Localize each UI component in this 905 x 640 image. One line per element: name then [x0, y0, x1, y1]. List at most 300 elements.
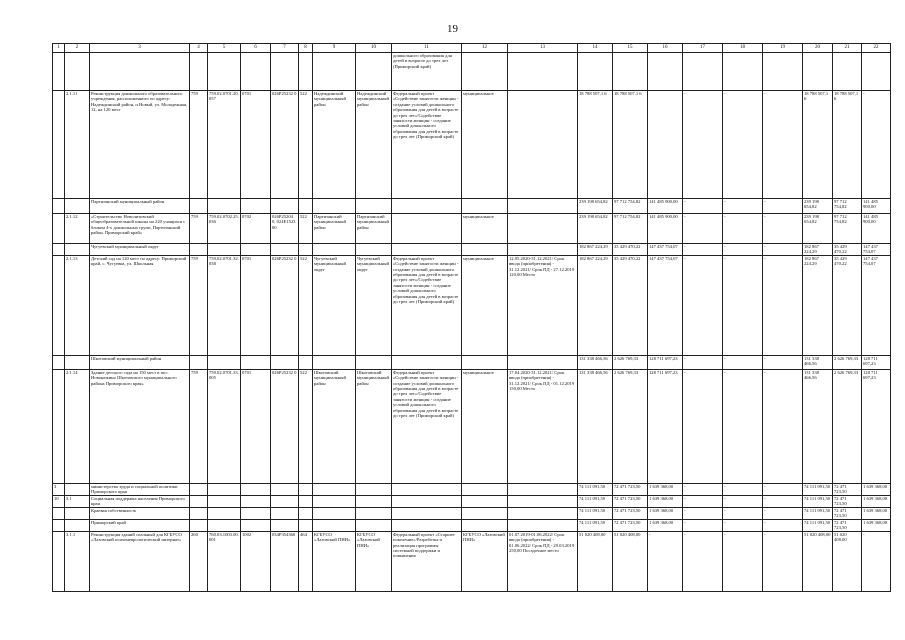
cell-col-2 [65, 507, 90, 519]
cell-col-18: - [723, 531, 763, 591]
cell-col-19: - [763, 495, 803, 507]
cell-col-3: Здание детского сада на 150 мест в пос. Новонежино Шкотовского муниципального района Приморского края» [90, 369, 190, 483]
cell-col-17 [683, 53, 723, 91]
cell-col-5: 759.02.0702.25.036 [208, 214, 241, 244]
cell-col-22: 1 639 368,00 [862, 495, 891, 507]
cell-col-17: - [683, 255, 723, 355]
cell-col-5 [208, 495, 241, 507]
cell-col-20: 239 198 654,82 [803, 199, 833, 214]
cell-col-2: 2.1.14 [65, 369, 90, 483]
cell-col-22: 141 485 900,00 [862, 214, 891, 244]
cell-col-17: - [683, 519, 723, 531]
cell-col-15 [613, 53, 648, 91]
cell-col-2: 3.1 [65, 495, 90, 507]
cell-col-14: 74 111 091,50 [578, 483, 613, 495]
cell-col-14: 131 338 466,56 [578, 355, 613, 369]
cell-col-10 [356, 244, 392, 256]
cell-col-4 [190, 483, 208, 495]
cell-col-2 [65, 199, 90, 214]
cell-col-8 [299, 53, 313, 91]
cell-col-14: 74 111 091,50 [578, 519, 613, 531]
cell-col-15: 97 712 754,82 [613, 214, 648, 244]
cell-col-19: - [763, 519, 803, 531]
cell-col-1 [53, 355, 65, 369]
cell-col-7 [271, 355, 299, 369]
cell-col-6 [241, 519, 271, 531]
cell-col-3 [90, 53, 190, 91]
cell-col-1 [53, 53, 65, 91]
cell-col-6 [241, 355, 271, 369]
cell-col-6: 0701 [241, 91, 271, 199]
cell-col-22: 141 485 900,00 [862, 199, 891, 214]
cell-col-7 [271, 507, 299, 519]
cell-col-15: 72 471 723,50 [613, 483, 648, 495]
cell-col-3: Реконструкция зданий спальный для КГБУСО «Лазовский психоневрологический интернат» [90, 531, 190, 591]
cell-col-6 [241, 495, 271, 507]
cell-col-21: 2 626 769,33 [833, 369, 862, 483]
cell-col-22 [862, 53, 891, 91]
cell-col-11 [392, 199, 462, 214]
table-row [53, 244, 891, 256]
cell-col-15: 72 471 723,50 [613, 519, 648, 531]
cell-col-14: 131 338 466,56 [578, 369, 613, 483]
cell-col-8: 522 [299, 214, 313, 244]
cell-col-22: - [862, 531, 891, 591]
cell-col-12 [462, 519, 508, 531]
cell-col-2 [65, 483, 90, 495]
cell-col-14: 74 111 091,50 [578, 507, 613, 519]
cell-col-7: 026P25232 0 [271, 91, 299, 199]
cell-col-9 [313, 507, 356, 519]
cell-col-5: 759.02.0701.33.005 [208, 369, 241, 483]
cell-col-9 [313, 244, 356, 256]
cell-col-4: 759 [190, 255, 208, 355]
cell-col-19: - [763, 199, 803, 214]
cell-col-12 [462, 355, 508, 369]
cell-col-18: - [723, 199, 763, 214]
table-row [53, 355, 891, 369]
cell-col-22: 1 639 368,00 [862, 483, 891, 495]
cell-col-10 [356, 483, 392, 495]
cell-col-11: Федеральный проект «Содействие занятости женщин - создание условий дошкольного образования для детей в возрасте до трех лет»/Содействие занятости женщин - создание условий дошкольного образования для детей в возрасте до трех лет (Приморский край) [392, 255, 462, 355]
column-number-row [53, 44, 891, 53]
cell-col-9: Чугуевский муниципальный округ [313, 255, 356, 355]
cell-col-13: 12.05.2020-31.12.2021/ Срок ввода (приобретения) - 31.12.2021/ Срок ПД - 27.12.2019 120,00 Место [508, 255, 578, 355]
cell-col-1 [53, 369, 65, 483]
cell-col-21: 72 471 723,50 [833, 483, 862, 495]
cell-col-3: Краевая собственность [90, 507, 190, 519]
cell-col-10 [356, 495, 392, 507]
cell-col-18: - [723, 244, 763, 256]
cell-col-2: 2.1.13 [65, 255, 90, 355]
column-number: 8 [299, 44, 313, 53]
table-row [53, 483, 891, 495]
cell-col-17: - [683, 355, 723, 369]
cell-col-19: - [763, 91, 803, 199]
cell-col-8 [299, 483, 313, 495]
cell-col-17: - [683, 369, 723, 483]
cell-col-7: 034P354360 [271, 531, 299, 591]
cell-col-21: 2 626 769,33 [833, 355, 862, 369]
cell-col-17: - [683, 531, 723, 591]
cell-col-22: 1 639 368,00 [862, 519, 891, 531]
cell-col-6: 0701 [241, 255, 271, 355]
table-row [53, 495, 891, 507]
cell-col-6: 1002 [241, 531, 271, 591]
page-number: 19 [447, 23, 458, 35]
cell-col-22: 128 711 697,23 [862, 355, 891, 369]
cell-col-6 [241, 199, 271, 214]
column-number: 1 [53, 44, 65, 53]
cell-col-7 [271, 53, 299, 91]
cell-col-4: 260 [190, 531, 208, 591]
column-number: 16 [648, 44, 683, 53]
column-number: 14 [578, 44, 613, 53]
cell-col-5 [208, 355, 241, 369]
cell-col-20: 18 788 507,1 6 [803, 91, 833, 199]
cell-col-16: 128 711 697,23 [648, 369, 683, 483]
cell-col-16: 141 485 900,00 [648, 199, 683, 214]
cell-col-14 [578, 53, 613, 91]
cell-col-19: - [763, 255, 803, 355]
cell-col-15: 18 788 507,1 6 [613, 91, 648, 199]
cell-col-12 [462, 507, 508, 519]
cell-col-10: Шкотовский муниципальный район [356, 369, 392, 483]
cell-col-21: 35 429 470,22 [833, 244, 862, 256]
cell-col-12: муниципальное [462, 91, 508, 199]
cell-col-10: Партизанский муниципальный район [356, 214, 392, 244]
cell-col-2 [65, 244, 90, 256]
cell-col-18: - [723, 483, 763, 495]
cell-col-20: 74 111 091,50 [803, 483, 833, 495]
cell-col-7: 026P25232 0 [271, 369, 299, 483]
cell-col-8 [299, 519, 313, 531]
cell-col-18 [723, 53, 763, 91]
cell-col-3: министерство труда и социальной политики Приморского края [90, 483, 190, 495]
cell-col-19: - [763, 369, 803, 483]
cell-col-13 [508, 199, 578, 214]
cell-col-1 [53, 214, 65, 244]
cell-col-15: 51 020 408,00 [613, 531, 648, 591]
cell-col-10: Чугуевский муниципальный округ [356, 255, 392, 355]
cell-col-12: муниципальное [462, 214, 508, 244]
cell-col-19: - [763, 244, 803, 256]
cell-col-4 [190, 355, 208, 369]
cell-col-20: 182 867 224,29 [803, 255, 833, 355]
cell-col-19: - [763, 507, 803, 519]
cell-col-7 [271, 519, 299, 531]
cell-col-2: 2.1.11 [65, 91, 90, 199]
cell-col-10: Надеждинский муниципальный район [356, 91, 392, 199]
cell-col-9 [313, 355, 356, 369]
table-row [53, 53, 891, 91]
cell-col-7: 026P25204 0, 024E1523 00 [271, 214, 299, 244]
cell-col-16: 147 437 754,07 [648, 244, 683, 256]
column-number: 22 [862, 44, 891, 53]
cell-col-11: Федеральный проект «Содействие занятости женщин - создание условий дошкольного образования для детей в возрасте до трех лет»/Содействие занятости женщин - создание условий дошкольного образования для детей в возрасте до трех лет (Приморский край) [392, 369, 462, 483]
cell-col-18: - [723, 91, 763, 199]
cell-col-4 [190, 53, 208, 91]
cell-col-16: 1 639 368,00 [648, 495, 683, 507]
table-row [53, 369, 891, 483]
cell-col-13 [508, 519, 578, 531]
cell-col-17: - [683, 483, 723, 495]
cell-col-21: 18 788 507,1 6 [833, 91, 862, 199]
cell-col-7 [271, 199, 299, 214]
cell-col-3: Партизанский муниципальный район [90, 199, 190, 214]
cell-col-12: муниципальное [462, 369, 508, 483]
cell-col-22: 147 437 754,07 [862, 255, 891, 355]
cell-col-3: Чугуевский муниципальный округ [90, 244, 190, 256]
cell-col-15: 97 712 754,82 [613, 199, 648, 214]
cell-col-6 [241, 483, 271, 495]
cell-col-11 [392, 483, 462, 495]
cell-col-4: 759 [190, 214, 208, 244]
cell-col-21: 72 471 723,50 [833, 507, 862, 519]
cell-col-11 [392, 355, 462, 369]
cell-col-12 [462, 199, 508, 214]
cell-col-15: 35 429 470,22 [613, 255, 648, 355]
cell-col-20: 131 338 466,56 [803, 355, 833, 369]
cell-col-18: - [723, 369, 763, 483]
cell-col-21: 51 020 408,00 [833, 531, 862, 591]
cell-col-9 [313, 519, 356, 531]
cell-col-17: - [683, 495, 723, 507]
column-number: 11 [392, 44, 462, 53]
cell-col-11 [392, 244, 462, 256]
cell-col-11: Федеральный проект «Старшее поколение»/Разработка и реализация программы системной поддержки и повышения [392, 531, 462, 591]
cell-col-10 [356, 355, 392, 369]
column-number: 9 [313, 44, 356, 53]
cell-col-6: 0701 [241, 369, 271, 483]
cell-col-12 [462, 483, 508, 495]
cell-col-10 [356, 507, 392, 519]
cell-col-18: - [723, 255, 763, 355]
cell-col-21: 35 429 470,22 [833, 255, 862, 355]
cell-col-1 [53, 255, 65, 355]
cell-col-17: - [683, 244, 723, 256]
cell-col-9: КГБУСО «Лазовский ПНИ» [313, 531, 356, 591]
cell-col-14: 51 020 408,00 [578, 531, 613, 591]
cell-col-5 [208, 483, 241, 495]
cell-col-4 [190, 507, 208, 519]
cell-col-11 [392, 214, 462, 244]
cell-col-21 [833, 53, 862, 91]
column-number: 18 [723, 44, 763, 53]
cell-col-8 [299, 495, 313, 507]
cell-col-17: - [683, 199, 723, 214]
cell-col-1: 10 [53, 495, 65, 507]
cell-col-9 [313, 495, 356, 507]
cell-col-22: - [862, 91, 891, 199]
cell-col-1: 3 [53, 483, 65, 495]
column-number: 12 [462, 44, 508, 53]
cell-col-4 [190, 244, 208, 256]
cell-col-22: 147 437 754,07 [862, 244, 891, 256]
cell-col-2 [65, 355, 90, 369]
cell-col-1 [53, 507, 65, 519]
cell-col-22: 128 711 697,23 [862, 369, 891, 483]
cell-col-12 [462, 244, 508, 256]
cell-col-5: 759.02.0701.20.057 [208, 91, 241, 199]
cell-col-1 [53, 531, 65, 591]
cell-col-15: 72 471 723,50 [613, 495, 648, 507]
column-number: 3 [90, 44, 190, 53]
cell-col-16 [648, 53, 683, 91]
cell-col-5 [208, 244, 241, 256]
table-body [53, 44, 891, 592]
column-number: 6 [241, 44, 271, 53]
table-row [53, 199, 891, 214]
cell-col-3: Детский сад на 120 мест по адресу: Приморский край, с. Чугуевка, ул. Школьная [90, 255, 190, 355]
cell-col-22: 1 639 368,00 [862, 507, 891, 519]
cell-col-6 [241, 53, 271, 91]
cell-col-11 [392, 507, 462, 519]
cell-col-13 [508, 507, 578, 519]
cell-col-5 [208, 507, 241, 519]
cell-col-10 [356, 199, 392, 214]
cell-col-9: Партизанский муниципальный район [313, 214, 356, 244]
cell-col-1 [53, 244, 65, 256]
cell-col-10 [356, 53, 392, 91]
cell-col-16: 147 437 754,07 [648, 255, 683, 355]
cell-col-4 [190, 495, 208, 507]
cell-col-2 [65, 53, 90, 91]
cell-col-11 [392, 495, 462, 507]
cell-col-4: 759 [190, 91, 208, 199]
cell-col-20: 74 111 091,50 [803, 495, 833, 507]
cell-col-8: 522 [299, 369, 313, 483]
cell-col-5: 760.03.1003.00.001 [208, 531, 241, 591]
cell-col-12 [462, 53, 508, 91]
cell-col-20: 131 338 466,56 [803, 369, 833, 483]
cell-col-7 [271, 495, 299, 507]
column-number: 15 [613, 44, 648, 53]
table-row [53, 519, 891, 531]
cell-col-21: 97 712 754,82 [833, 214, 862, 244]
table-row [53, 214, 891, 244]
column-number: 4 [190, 44, 208, 53]
cell-col-12 [462, 495, 508, 507]
cell-col-3: Приморский край [90, 519, 190, 531]
cell-col-16: 1 639 368,00 [648, 519, 683, 531]
column-number: 13 [508, 44, 578, 53]
cell-col-8: 522 [299, 91, 313, 199]
cell-col-13: 17.04.2020-31.12.2021/ Срок ввода (приобретения) - 31.12.2021/ Срок ПД - 01.12.2019 150,00 Место [508, 369, 578, 483]
cell-col-2 [65, 519, 90, 531]
cell-col-3: «Строительство Новолитовский общеобразовательной школы на 220 учащихся с блоком 4-х дошкольных групп, Партизанский район, Приморский край» [90, 214, 190, 244]
cell-col-14: 74 111 091,50 [578, 495, 613, 507]
cell-col-16: 128 711 697,23 [648, 355, 683, 369]
cell-col-16: 1 639 368,00 [648, 483, 683, 495]
cell-col-8: 522 [299, 255, 313, 355]
cell-col-3: Реконструкция дошкольного образовательного учреждения, расположенного по адресу: Надеждинский район, п.Новый, ул. Молодежная, 12, на 120 мест [90, 91, 190, 199]
cell-col-14: 239 198 654,82 [578, 214, 613, 244]
cell-col-18: - [723, 519, 763, 531]
cell-col-17: - [683, 507, 723, 519]
column-number: 10 [356, 44, 392, 53]
cell-col-8 [299, 244, 313, 256]
cell-col-11: дошкольного образования для детей в возрасте до трех лет (Приморский край) [392, 53, 462, 91]
cell-col-7 [271, 483, 299, 495]
cell-col-9 [313, 483, 356, 495]
column-number: 5 [208, 44, 241, 53]
cell-col-4: 759 [190, 369, 208, 483]
cell-col-13 [508, 495, 578, 507]
cell-col-21: 97 712 754,82 [833, 199, 862, 214]
cell-col-3: Шкотовский муниципальный район [90, 355, 190, 369]
cell-col-19: - [763, 483, 803, 495]
cell-col-16: 141 485 900,00 [648, 214, 683, 244]
cell-col-7 [271, 244, 299, 256]
cell-col-6 [241, 507, 271, 519]
cell-col-4 [190, 199, 208, 214]
cell-col-13 [508, 91, 578, 199]
cell-col-21: 72 471 723,50 [833, 519, 862, 531]
cell-col-17: - [683, 91, 723, 199]
cell-col-13 [508, 483, 578, 495]
table-row [53, 507, 891, 519]
cell-col-8 [299, 199, 313, 214]
cell-col-9: Шкотовский муниципальный район [313, 369, 356, 483]
cell-col-11: Федеральный проект «Содействие занятости женщин - создание условий дошкольного образования для детей в возрасте до трех лет»/Содействие занятости женщин - создание условий дошкольного образования для детей в возрасте до трех лет (Приморский край) [392, 91, 462, 199]
cell-col-3: Социальная поддержка населения Приморского края [90, 495, 190, 507]
cell-col-8 [299, 355, 313, 369]
cell-col-9 [313, 199, 356, 214]
cell-col-12: муниципальное [462, 255, 508, 355]
cell-col-20: 51 020 408,00 [803, 531, 833, 591]
cell-col-9: Надеждинский муниципальный район [313, 91, 356, 199]
cell-col-2: 2.1.12 [65, 214, 90, 244]
cell-col-19: - [763, 214, 803, 244]
cell-col-17: - [683, 214, 723, 244]
cell-col-16: - [648, 531, 683, 591]
cell-col-15: 35 429 470,22 [613, 244, 648, 256]
cell-col-14: 239 198 654,82 [578, 199, 613, 214]
cell-col-13 [508, 355, 578, 369]
document-table [52, 43, 888, 640]
cell-col-20: 239 198 654,82 [803, 214, 833, 244]
table-row [53, 531, 891, 591]
cell-col-14: 182 867 224,29 [578, 255, 613, 355]
cell-col-13 [508, 53, 578, 91]
cell-col-21: 72 471 723,50 [833, 495, 862, 507]
column-number: 17 [683, 44, 723, 53]
cell-col-9 [313, 53, 356, 91]
cell-col-1 [53, 519, 65, 531]
table-row [53, 91, 891, 199]
cell-col-13 [508, 214, 578, 244]
cell-col-8: 464 [299, 531, 313, 591]
column-number: 2 [65, 44, 90, 53]
cell-col-11 [392, 519, 462, 531]
cell-col-19: - [763, 531, 803, 591]
cell-col-8 [299, 507, 313, 519]
cell-col-4 [190, 519, 208, 531]
cell-col-14: 18 788 507,1 6 [578, 91, 613, 199]
cell-col-20: 74 111 091,50 [803, 519, 833, 531]
cell-col-1 [53, 199, 65, 214]
cell-col-7: 026P25232 0 [271, 255, 299, 355]
column-number: 19 [763, 44, 803, 53]
cell-col-16: 1 639 368,00 [648, 507, 683, 519]
cell-col-5 [208, 519, 241, 531]
cell-col-16 [648, 91, 683, 199]
table-row [53, 255, 891, 355]
cell-col-13: 01.07.2019-01.06.2022/ Срок ввода (приобретения) - 01.06.2022/ Срок ПД - 29.03.2019 250,00 Посадочное место [508, 531, 578, 591]
cell-col-20 [803, 53, 833, 91]
cell-col-1 [53, 91, 65, 199]
